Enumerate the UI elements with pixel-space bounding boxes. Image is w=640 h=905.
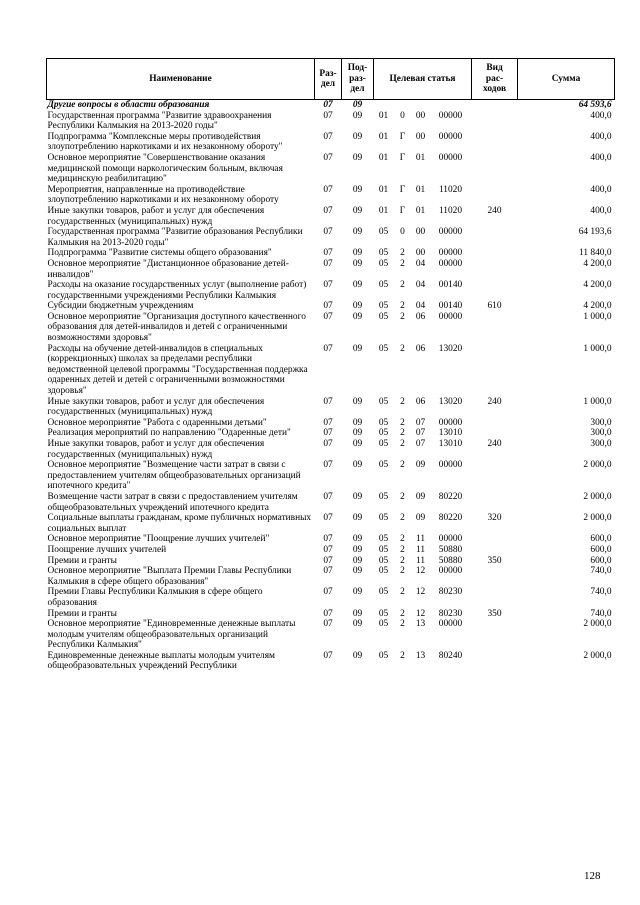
row-target-code: 00000: [438, 460, 463, 471]
row-target-subprogram: 0: [400, 227, 405, 238]
row-razdel: 07: [323, 343, 333, 354]
row-razdel: 07: [323, 566, 333, 577]
row-sum: 1 000,0: [583, 311, 612, 322]
row-target-code: 00000: [438, 152, 463, 163]
row-sum: 300,0: [590, 439, 612, 449]
row-target-code: 00000: [438, 248, 463, 259]
row-target-program: 05: [378, 439, 389, 449]
row-razdel: 07: [323, 608, 333, 619]
row-target-code: 00000: [438, 131, 463, 142]
row-expense-type: [472, 587, 518, 608]
row-podrazdel: 09: [352, 280, 363, 291]
row-target-code: 00140: [438, 301, 463, 312]
row-target-program: 05: [378, 343, 389, 354]
row-podrazdel: 09: [352, 227, 363, 238]
row-podrazdel: 09: [352, 566, 363, 577]
row-target-program: 05: [378, 460, 389, 471]
row-expense-type: [472, 428, 518, 439]
row-target-code: 00000: [438, 110, 463, 121]
table-row: [47, 587, 615, 608]
row-name: Основное мероприятие "Поощрение лучших учителей": [47, 534, 270, 545]
row-target-activity: 04: [415, 301, 426, 312]
table-row: [47, 513, 615, 534]
row-name: Премии и гранты: [47, 608, 117, 619]
row-name: Основное мероприятие "Единовременные денежные выплаты молодым учителям общеобразовательных организаций Республики Калмыкия": [47, 619, 296, 651]
row-target-subprogram: 2: [400, 258, 405, 269]
row-name: Расходы на обучение детей-инвалидов в специальных (коррекционных) школах за пределами республики ведомственной целевой программы "Государственная поддержка одаренных детей и детей с ограниченными возможностями здоровья": [47, 343, 308, 397]
row-podrazdel: 09: [352, 110, 363, 121]
table-row: [47, 534, 615, 545]
row-sum: 740,0: [590, 566, 612, 577]
table-row: [47, 566, 615, 587]
row-name: Расходы на оказание государственных услуг (выполнение работ) государственными учреждениями Республики Калмыкия: [47, 280, 307, 301]
row-expense-type: [472, 545, 518, 556]
row-target-subprogram: 2: [400, 439, 405, 449]
row-razdel: 07: [323, 650, 333, 661]
table-row: [47, 397, 615, 418]
row-target-code: 00000: [438, 566, 463, 577]
row-target-code: 80220: [438, 513, 463, 524]
row-target-activity: 00: [415, 248, 426, 259]
row-name: Иные закупки товаров, работ и услуг для обеспечения государственных (муниципальных) нужд: [47, 396, 265, 418]
row-target-code: 13020: [438, 343, 463, 354]
row-name: Мероприятия, направленные на противодействие злоупотреблению наркотиками и их незаконному обороту: [47, 184, 279, 206]
row-target-program: 05: [378, 555, 389, 566]
row-razdel: 07: [323, 544, 333, 555]
row-target-activity: 04: [415, 280, 426, 291]
table-row: [47, 609, 615, 620]
row-target-subprogram: [394, 100, 412, 111]
row-target-subprogram: 2: [400, 566, 405, 577]
table-row: [47, 619, 615, 651]
row-target-subprogram: 2: [400, 417, 405, 428]
row-target-activity: 13: [415, 650, 426, 661]
row-target-activity: 07: [415, 439, 426, 449]
row-sum: 740,0: [590, 587, 612, 598]
row-razdel: 07: [323, 205, 333, 216]
row-podrazdel: 09: [352, 396, 363, 407]
row-expense-type: 610: [487, 301, 502, 312]
row-target-activity: 12: [415, 608, 426, 619]
table-row: [47, 227, 615, 248]
row-target-activity: 11: [415, 544, 426, 555]
row-podrazdel: 09: [352, 152, 363, 163]
row-target-activity: 12: [415, 566, 426, 577]
row-expense-type: 350: [487, 555, 502, 566]
row-target-subprogram: 2: [400, 396, 405, 407]
row-target-code: 50880: [438, 544, 463, 555]
row-razdel: 07: [323, 110, 333, 121]
row-expense-type: [472, 492, 518, 513]
row-target-program: 05: [378, 619, 389, 630]
row-target-activity: 01: [415, 205, 426, 216]
row-razdel: 07: [323, 428, 333, 439]
row-razdel: 07: [323, 439, 333, 449]
row-target-subprogram: 2: [400, 555, 405, 566]
header-podrazdel: Под- раз- дел: [342, 59, 374, 100]
row-name: Подпрограмма "Развитие системы общего образования": [47, 248, 272, 259]
row-podrazdel: 09: [352, 417, 363, 428]
row-target-program: 05: [378, 566, 389, 577]
row-target-activity: 09: [415, 513, 426, 524]
row-expense-type: [472, 566, 518, 587]
row-sum: 11 840,0: [579, 248, 612, 259]
row-name: Основное мероприятие "Возмещение части затрат в связи с предоставлением учителям общеобразовательных организаций ипотечного кредита": [47, 460, 301, 492]
row-name: Иные закупки товаров, работ и услуг для обеспечения государственных (муниципальных) нужд: [47, 439, 265, 460]
row-target-program: 05: [378, 280, 389, 291]
row-name: Основное мероприятие "Дистанционное образование детей-инвалидов": [47, 258, 289, 280]
row-target-activity: 00: [415, 131, 426, 142]
row-sum: 64 593,6: [578, 100, 612, 110]
row-target-subprogram: 2: [400, 460, 405, 471]
row-sum: 400,0: [590, 131, 612, 142]
row-target-program: 05: [378, 417, 389, 428]
row-razdel: 07: [323, 460, 333, 471]
row-razdel: 07: [323, 184, 333, 195]
row-target-activity: 09: [415, 460, 426, 471]
header-razdel: Раз- дел: [315, 59, 342, 100]
row-sum: 600,0: [590, 534, 612, 545]
row-target-code: 11020: [438, 184, 463, 195]
row-target-program: 05: [378, 491, 389, 502]
row-target-program: 05: [378, 396, 389, 407]
row-sum: 4 200,0: [583, 280, 612, 291]
row-name: Субсидии бюджетным учреждениям: [47, 301, 194, 312]
row-razdel: 07: [323, 555, 333, 566]
row-podrazdel: 09: [352, 311, 363, 322]
row-target-program: 05: [378, 227, 389, 238]
row-target-program: 05: [378, 301, 389, 312]
row-target-activity: 07: [415, 417, 426, 428]
row-expense-type: [472, 344, 518, 397]
row-expense-type: [472, 100, 518, 111]
row-target-activity: 09: [415, 491, 426, 502]
row-podrazdel: 09: [352, 534, 363, 545]
row-target-subprogram: 2: [400, 428, 405, 439]
table-row: [47, 132, 615, 153]
row-target-program: 05: [378, 608, 389, 619]
row-sum: 300,0: [590, 428, 612, 439]
header-target: Целевая статья: [374, 59, 472, 100]
row-name: Единовременные денежные выплаты молодым учителям общеобразовательных учреждений Республики: [47, 650, 275, 672]
row-sum: 4 200,0: [583, 301, 612, 312]
row-expense-type: 240: [487, 205, 502, 216]
row-target-subprogram: 2: [400, 587, 405, 598]
row-target-code: 50880: [438, 555, 463, 566]
row-name: Государственная программа "Развитие здравоохранения Республики Калмыкия на 2013-2020 годы": [47, 110, 272, 132]
row-sum: 400,0: [590, 110, 612, 121]
row-expense-type: [472, 312, 518, 344]
row-target-subprogram: 2: [400, 301, 405, 312]
row-razdel: 07: [323, 100, 333, 110]
row-target-activity: 00: [415, 227, 426, 238]
row-target-code: 13010: [438, 428, 463, 439]
row-target-subprogram: 2: [400, 544, 405, 555]
row-razdel: 07: [323, 619, 333, 630]
row-sum: 2 000,0: [583, 619, 612, 630]
row-expense-type: [472, 248, 518, 259]
row-target-code: 80230: [438, 608, 463, 619]
row-sum: 400,0: [590, 184, 612, 195]
row-name: Иные закупки товаров, работ и услуг для обеспечения государственных (муниципальных) нужд: [47, 205, 265, 227]
row-podrazdel: 09: [352, 650, 363, 661]
row-expense-type: [472, 534, 518, 545]
row-expense-type: [472, 460, 518, 492]
table-row: [47, 545, 615, 556]
row-sum: 1 000,0: [583, 396, 612, 407]
table-row: [47, 492, 615, 513]
row-target-program: 01: [378, 184, 389, 195]
row-name: Подпрограмма "Комплексные меры противодействия злоупотреблению наркотиками и их незаконному обороту": [47, 131, 283, 153]
row-name: Основное мероприятие "Работа с одаренными детьми": [47, 417, 267, 428]
row-name: Поощрение лучших учителей: [47, 544, 167, 555]
table-row: [47, 556, 615, 567]
row-target-activity: [412, 100, 430, 111]
row-target-subprogram: 2: [400, 534, 405, 545]
row-razdel: 07: [323, 396, 333, 407]
row-sum: 2 000,0: [583, 650, 612, 661]
row-target-subprogram: 2: [400, 248, 405, 259]
row-expense-type: [472, 619, 518, 651]
row-target-program: 01: [378, 110, 389, 121]
row-target-code: 80220: [438, 491, 463, 502]
row-razdel: 07: [323, 280, 333, 291]
row-name: Возмещение части затрат в связи с предоставлением учителям общеобразовательных учреждений ипотечного кредита: [47, 491, 298, 513]
table-row: [47, 259, 615, 280]
row-name: Реализация мероприятий по направлению "Одаренные дети": [47, 428, 291, 439]
row-target-subprogram: 2: [400, 513, 405, 524]
row-expense-type: [472, 153, 518, 185]
row-name: Социальные выплаты гражданам, кроме публичных нормативных социальных выплат: [47, 513, 312, 534]
row-expense-type: 240: [487, 396, 502, 407]
row-razdel: 07: [323, 258, 333, 269]
row-podrazdel: 09: [352, 301, 363, 312]
row-expense-type: 320: [487, 513, 502, 524]
row-target-activity: 06: [415, 311, 426, 322]
header-name: Наименование: [47, 59, 315, 100]
row-sum: 400,0: [590, 152, 612, 163]
table-row: [47, 344, 615, 397]
row-target-subprogram: 2: [400, 491, 405, 502]
row-target-subprogram: 2: [400, 608, 405, 619]
row-target-subprogram: Г: [399, 205, 406, 216]
row-podrazdel: 09: [352, 587, 363, 598]
row-target-program: 01: [378, 131, 389, 142]
row-target-subprogram: 2: [400, 343, 405, 354]
row-name: Государственная программа "Развитие образования Республики Калмыкия на 2013-2020 годы": [47, 227, 303, 248]
row-razdel: 07: [323, 417, 333, 428]
table-row: [47, 301, 615, 312]
table-row: [47, 651, 615, 672]
row-podrazdel: 09: [352, 131, 363, 142]
row-target-activity: 11: [415, 555, 426, 566]
row-target-activity: 06: [415, 396, 426, 407]
row-podrazdel: 09: [352, 460, 363, 471]
row-podrazdel: 09: [352, 248, 363, 259]
row-expense-type: [472, 259, 518, 280]
row-sum: 2 000,0: [583, 460, 612, 471]
row-target-activity: 04: [415, 258, 426, 269]
row-razdel: 07: [323, 227, 333, 238]
header-sum: Сумма: [518, 59, 615, 100]
row-target-subprogram: Г: [399, 131, 406, 142]
row-podrazdel: 09: [352, 343, 363, 354]
table-row: [47, 280, 615, 301]
row-razdel: 07: [323, 131, 333, 142]
row-expense-type: [472, 185, 518, 206]
row-expense-type: 350: [487, 608, 502, 619]
row-podrazdel: 09: [352, 544, 363, 555]
row-target-code: 80230: [438, 587, 463, 598]
row-podrazdel: 09: [352, 608, 363, 619]
table-row: [47, 185, 615, 206]
row-podrazdel: 09: [352, 258, 363, 269]
row-sum: 300,0: [590, 417, 612, 428]
row-target-subprogram: 2: [400, 311, 405, 322]
row-target-program: 01: [378, 152, 389, 163]
row-target-code: 00000: [438, 258, 463, 269]
table-row: [47, 312, 615, 344]
row-target-code: [430, 100, 472, 111]
row-target-activity: 13: [415, 619, 426, 630]
table-header-row: [47, 59, 615, 100]
row-podrazdel: 09: [352, 513, 363, 524]
table-row: [47, 111, 615, 132]
row-name: Основное мероприятие "Выплата Премии Главы Республики Калмыкия в сфере общего образования": [47, 566, 292, 587]
page-number: 128: [584, 870, 601, 882]
row-name: Основное мероприятие "Организация доступного качественного образования для детей-инвалидов и детей с ограниченными возможностями здоровья": [47, 311, 306, 344]
row-razdel: 07: [323, 301, 333, 312]
row-razdel: 07: [323, 534, 333, 545]
row-name: Премии Главы Республики Калмыкия в сфере общего образования: [47, 587, 263, 608]
row-expense-type: [472, 227, 518, 248]
row-target-program: 05: [378, 650, 389, 661]
row-expense-type: [472, 111, 518, 132]
header-vid: Вид рас- ходов: [472, 59, 518, 100]
row-expense-type: [472, 132, 518, 153]
row-razdel: 07: [323, 248, 333, 259]
row-target-program: 05: [378, 544, 389, 555]
row-podrazdel: 09: [352, 491, 363, 502]
row-target-program: 05: [378, 534, 389, 545]
row-target-activity: 11: [415, 534, 426, 545]
row-name: Основное мероприятие "Совершенствование оказания медицинской помощи наркологическим больным, включая медицинскую реабилитацию": [47, 152, 283, 185]
row-sum: 400,0: [590, 205, 612, 216]
row-razdel: 07: [323, 491, 333, 502]
row-target-program: [374, 100, 394, 111]
table-body: [47, 100, 615, 673]
row-target-subprogram: 2: [400, 619, 405, 630]
row-target-subprogram: Г: [399, 184, 406, 195]
row-target-program: 05: [378, 428, 389, 439]
row-target-program: 05: [378, 248, 389, 259]
row-podrazdel: 09: [352, 428, 363, 439]
row-target-program: 05: [378, 587, 389, 598]
row-target-code: 80240: [438, 650, 463, 661]
row-target-code: 00000: [438, 417, 463, 428]
row-target-activity: 12: [415, 587, 426, 598]
row-target-activity: 01: [415, 184, 426, 195]
row-target-activity: 06: [415, 343, 426, 354]
row-target-subprogram: 2: [400, 280, 405, 291]
row-expense-type: 240: [487, 439, 502, 449]
row-razdel: 07: [323, 513, 333, 524]
row-expense-type: [472, 280, 518, 301]
row-target-activity: 01: [415, 152, 426, 163]
budget-table: [46, 58, 615, 672]
row-sum: 64 193,6: [578, 227, 612, 238]
row-target-code: 13010: [438, 439, 463, 449]
budget-table-page: [46, 58, 614, 672]
row-podrazdel: 09: [352, 555, 363, 566]
row-razdel: 07: [323, 311, 333, 322]
table-row: [47, 248, 615, 259]
row-sum: 600,0: [590, 544, 612, 555]
row-sum: 2 000,0: [583, 491, 612, 502]
row-target-subprogram: Г: [399, 152, 406, 163]
table-row: [47, 100, 615, 111]
row-target-code: 00000: [438, 534, 463, 545]
row-expense-type: [472, 651, 518, 672]
row-podrazdel: 09: [352, 439, 363, 449]
row-expense-type: [472, 418, 518, 429]
table-row: [47, 153, 615, 185]
table-row: [47, 460, 615, 492]
row-target-program: 05: [378, 513, 389, 524]
table-row: [47, 418, 615, 429]
row-target-activity: 07: [415, 428, 426, 439]
row-target-code: 13020: [438, 396, 463, 407]
row-sum: 740,0: [590, 608, 612, 619]
table-row: [47, 439, 615, 460]
row-target-code: 11020: [438, 205, 463, 216]
row-target-program: 05: [378, 258, 389, 269]
row-sum: 600,0: [590, 555, 612, 566]
row-podrazdel: 09: [352, 205, 363, 216]
row-sum: 1 000,0: [583, 343, 612, 354]
row-podrazdel: 09: [352, 100, 363, 110]
row-name: Другие вопросы в области образования: [47, 100, 210, 110]
row-sum: 2 000,0: [583, 513, 612, 524]
table-row: [47, 428, 615, 439]
row-target-code: 00000: [438, 227, 463, 238]
row-target-activity: 00: [415, 110, 426, 121]
row-podrazdel: 09: [352, 184, 363, 195]
row-sum: 4 200,0: [583, 258, 612, 269]
row-target-program: 01: [378, 205, 389, 216]
row-target-code: 00000: [438, 311, 463, 322]
row-target-code: 00140: [438, 280, 463, 291]
row-name: Премии и гранты: [47, 555, 117, 566]
row-target-code: 00000: [438, 619, 463, 630]
row-target-subprogram: 0: [400, 110, 405, 121]
row-target-subprogram: 2: [400, 650, 405, 661]
table-row: [47, 206, 615, 227]
row-podrazdel: 09: [352, 619, 363, 630]
row-razdel: 07: [323, 587, 333, 598]
row-razdel: 07: [323, 152, 333, 163]
row-target-program: 05: [378, 311, 389, 322]
